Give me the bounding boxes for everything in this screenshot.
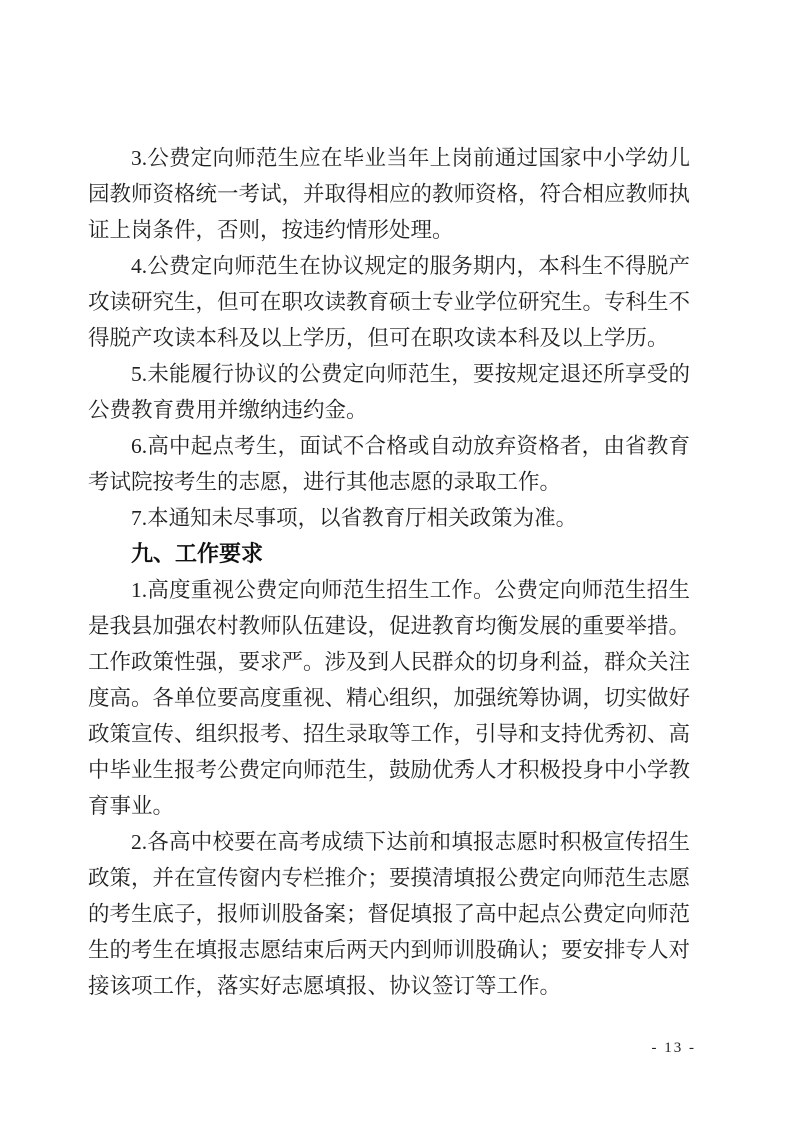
paragraph-requirement-2: 2.各高中校要在高考成绩下达前和填报志愿时积极宣传招生政策，并在宣传窗内专栏推介；要摸清填报公费定向师范生志愿的考生底子，报师训股备案；督促填报了高中起点公费定向师范生的考生在填报志愿结束后两天内到师训股确认；要安排专人对接该项工作，落实好志愿填报、协议签订等工作。 xyxy=(88,830,691,998)
page-number: - 13 - xyxy=(651,1040,696,1056)
paragraph-requirement-1: 1.高度重视公费定向师范生招生工作。公费定向师范生招生是我县加强农村教师队伍建设，促进教育均衡发展的重要举措。工作政策性强，要求严。涉及到人民群众的切身利益，群众关注度高。各单位要高度重视、精心组织，加强统筹协调，切实做好政策宣传、组织报考、招生录取等工作，引导和支持优秀初、高中毕业生报考公费定向师范生，鼓励优秀人才积极投身中小学教育事业。 xyxy=(88,578,691,818)
section-heading-work-requirements: 九、工作要求 xyxy=(131,541,264,566)
paragraph-item-4: 4.公费定向师范生在协议规定的服务期内，本科生不得脱产攻读研究生，但可在职攻读教育硕士专业学位研究生。专科生不得脱产攻读本科及以上学历，但可在职攻读本科及以上学历。 xyxy=(88,254,691,350)
paragraph-item-7: 7.本通知未尽事项，以省教育厅相关政策为准。 xyxy=(131,506,578,530)
document-body xyxy=(88,140,690,1004)
paragraph-item-3: 3.公费定向师范生应在毕业当年上岗前通过国家中小学幼儿园教师资格统一考试，并取得相应的教师资格，符合相应教师执证上岗条件，否则，按违约情形处理。 xyxy=(88,146,691,242)
paragraph-item-5: 5.未能履行协议的公费定向师范生，要按规定退还所享受的公费教育费用并缴纳违约金。 xyxy=(88,362,690,422)
paragraph-item-6: 6.高中起点考生，面试不合格或自动放弃资格者，由省教育考试院按考生的志愿，进行其他志愿的录取工作。 xyxy=(88,434,690,494)
